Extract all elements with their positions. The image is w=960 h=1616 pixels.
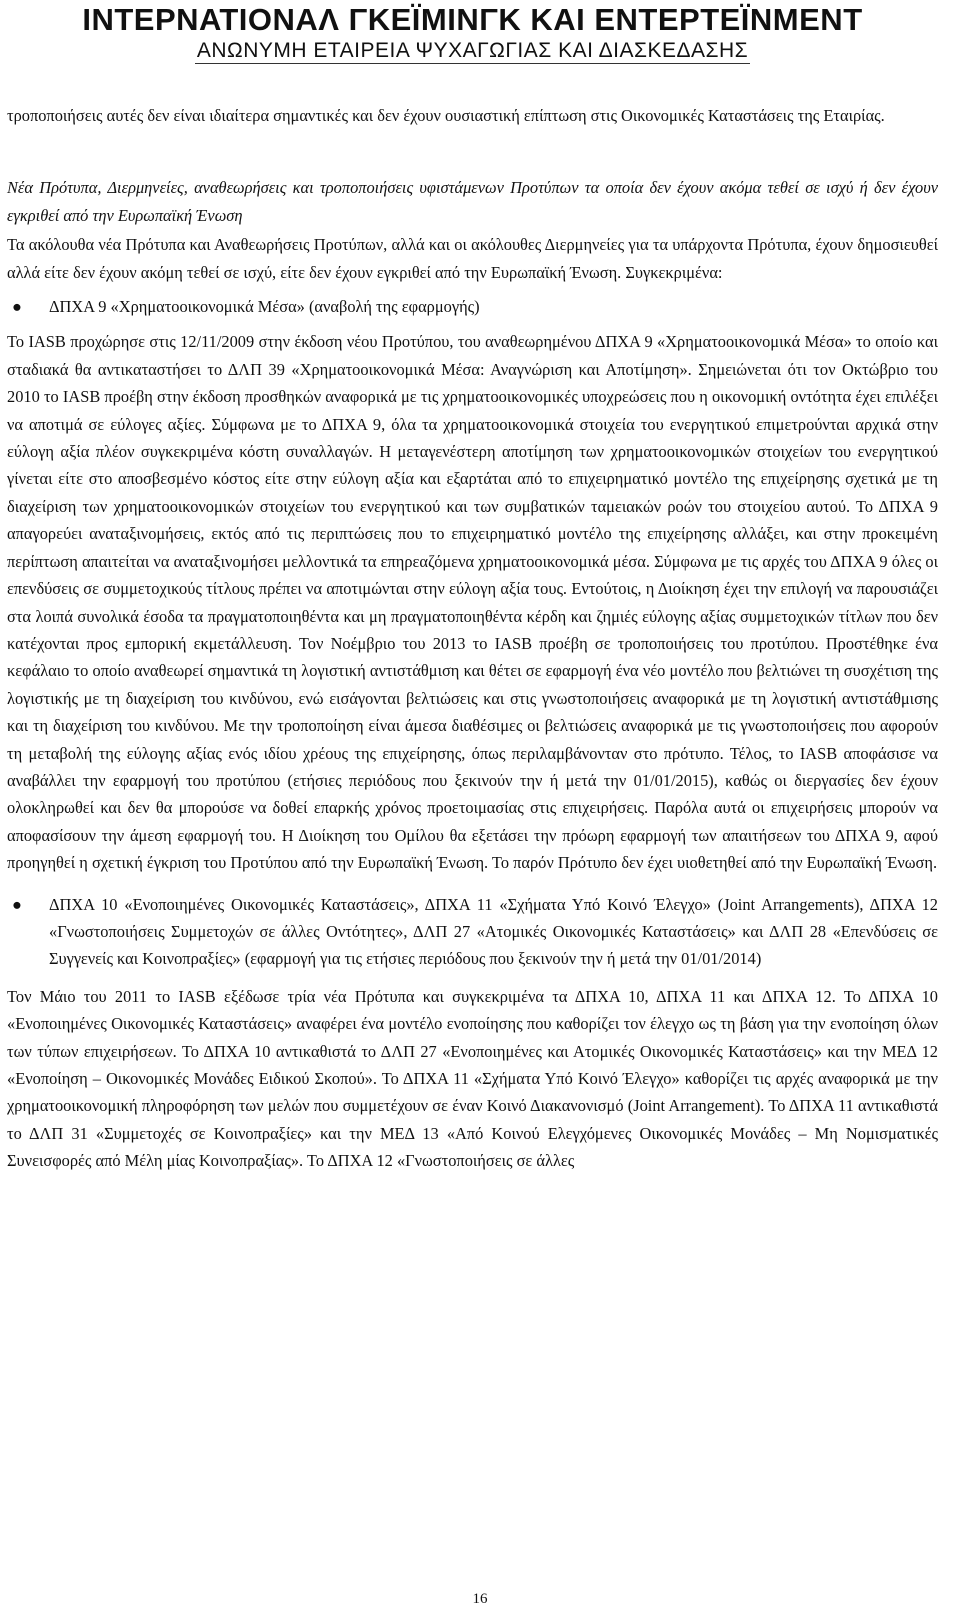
intro-paragraph: τροποποιήσεις αυτές δεν είναι ιδιαίτερα σημαντικές και δεν έχουν ουσιαστική επίπτωση στις Οικονομικές Καταστάσεις της Εταιρίας. (7, 106, 885, 125)
section-heading: Νέα Πρότυπα, Διερμηνείες, αναθεωρήσεις και τροποποιήσεις υφιστάμενων Προτύπων τα οποία δεν έχουν ακόμα τεθεί σε ισχύ ή δεν έχουν εγκριθεί από την Ευρωπαϊκή Ένωση (7, 178, 938, 225)
section-intro-paragraph: Τα ακόλουθα νέα Πρότυπα και Αναθεωρήσεις Προτύπων, αλλά και οι ακόλουθες Διερμηνείες για τα υπάρχοντα Πρότυπα, έχουν δημοσιευθεί αλλά είτε δεν έχουν ακόμη τεθεί σε ισχύ, είτε δεν έχουν εγκριθεί από την Ευρωπαϊκή Ένωση. Συγκεκριμένα: (7, 235, 938, 282)
bullet-dot-icon: ● (12, 894, 22, 914)
bullet-text: ΔΠΧΑ 10 «Ενοποιημένες Οικονομικές Καταστάσεις», ΔΠΧΑ 11 «Σχήματα Υπό Κοινό Έλεγχο» (Joint Arrangements), ΔΠΧΑ 12 «Γνωστοποιήσεις Συμμετοχών σε άλλες Οντότητες», ΔΛΠ 27 «Ατομικές Οικονομικές Καταστάσεις» και ΔΛΠ 28 «Επενδύσεις σε Συγγενείς και Κοινοπραξίες» (εφαρμογή για τις ετήσιες περιόδους που ξεκινούν την ή μετά την 01/01/2014) (49, 894, 938, 969)
ifrs9-paragraph: Το IASB προχώρησε στις 12/11/2009 στην έκδοση νέου Προτύπου, του αναθεωρημένου ΔΠΧΑ 9 «Χρηματοοικονομικά Μέσα» το οποίο και σταδιακά θα αντικαταστήσει το ΔΛΠ 39 «Χρηματοοικονομικά Μέσα: Αναγνώριση και Αποτίμηση». Σημειώνεται ότι τον Οκτώβριο του 2010 το IASB προέβη στην έκδοση προσθηκών αναφορικά με τις χρηματοοικονομικές υποχρεώσεις που η οικονομική οντότητα έχει επιλέξει να αποτιμά σε εύλογες αξίες. Σύμφωνα με το ΔΠΧΑ 9, όλα τα χρηματοοικονομικά στοιχεία του ενεργητικού επιμετρούνται αρχικά στην εύλογη αξία πλέον συγκεκριμένα κόστη συναλλαγών. Η μεταγενέστερη αποτίμηση των χρηματοοικονομικών στοιχείων του ενεργητικού γίνεται είτε στο αποσβεσμένο κόστος είτε στην εύλογη αξία και εξαρτάται από το επιχειρηματικό μοντέλο της επιχείρησης σχετικά με τη διαχείριση των χρηματοοικονομικών στοιχείων του ενεργητικού και των συμβατικών ταμειακών ροών του στοιχείου αυτού. Το ΔΠΧΑ 9 απαγορεύει αναταξινομήσεις, εκτός από τις περιπτώσεις που το επιχειρηματικό μοντέλο της επιχείρησης αλλάξει, και στην προκειμένη περίπτωση απαιτείται να αναταξινομήσει μελλοντικά τα επηρεαζόμενα χρηματοοικονομικά μέσα. Σύμφωνα με τις αρχές του ΔΠΧΑ 9 όλες οι επενδύσεις σε συμμετοχικούς τίτλους πρέπει να αποτιμώνται στην εύλογη αξία τους. Εντούτοις, η Διοίκηση έχει την επιλογή να παρουσιάζει στα λοιπά συνολικά έσοδα τα πραγματοποιηθέντα και μη πραγματοποιηθέντα κέρδη και ζημιές εύλογης αξίας συμμετοχικών τίτλων που δεν κατέχονται προς εμπορική εκμετάλλευση. Τον Νοέμβριο του 2013 το IASB προέβη σε τροποποιήσεις του προτύπου. Προστέθηκε ένα κεφάλαιο το οποίο αναθεωρεί σημαντικά τη λογιστική αντιστάθμιση και θέτει σε εφαρμογή ένα νέο μοντέλο που βελτιώνει τη συσχέτιση της λογιστικής με τη διαχείριση του κινδύνου, ενώ εισάγονται βελτιώσεις και στις γνωστοποιήσεις αναφορικά με τη λογιστική αντιστάθμισης και τη διαχείριση του κινδύνου. Με την τροποποίηση είναι άμεσα διαθέσιμες οι βελτιώσεις αναφορικά με τις γνωστοποιήσεις που αφορούν τη μεταβολή της εύλογης αξίας ενός ιδίου χρέους της επιχείρησης, όπως περιλαμβάνονταν στο πρότυπο. Τέλος, το IASB αποφάσισε να αναβάλλει την εφαρμογή του προτύπου (ετήσιες περιόδους που ξεκινούν την ή μετά την 01/01/2015), καθώς οι διεργασίες δεν έχουν ολοκληρωθεί και δεν θα μπορούσε να δοθεί επαρκής χρόνος προετοιμασίας στις επιχειρήσεις. Παρόλα αυτά οι επιχειρήσεις μπορούν να αποφασίσουν την άμεση εφαρμογή του. Η Διοίκηση του Ομίλου θα εξετάσει την πρόωρη εφαρμογή των απαιτήσεων του ΔΠΧΑ 9, αφού προηγηθεί η σχετική έγκριση του Προτύπου από την Ευρωπαϊκή Ένωση. Το παρόν Πρότυπο δεν έχει υιοθετηθεί από την Ευρωπαϊκή Ένωση. (7, 332, 938, 873)
document-body (7, 102, 938, 1175)
page-number: 16 (472, 1591, 488, 1607)
bullet-dot-icon: ● (12, 297, 22, 317)
page-header (7, 2, 938, 64)
bullet-text: ΔΠΧΑ 9 «Χρηματοοικονομικά Μέσα» (αναβολή της εφαρμογής) (49, 297, 480, 317)
bullet-item-ifrs10-12 (7, 891, 938, 973)
company-subtitle: ΑΝΩΝΥΜΗ ΕΤΑΙΡΕΙΑ ΨΥΧΑΓΩΓΙΑΣ ΚΑΙ ΔΙΑΣΚΕΔΑΣΗΣ (196, 39, 749, 62)
ifrs10-paragraph: Τον Μάιο του 2011 το IASB εξέδωσε τρία νέα Πρότυπα και συγκεκριμένα τα ΔΠΧΑ 10, ΔΠΧΑ 11 και ΔΠΧΑ 12. Το ΔΠΧΑ 10 «Ενοποιημένες Οικονομικές Καταστάσεις» αναφέρει ένα μοντέλο ενοποίησης που καθορίζει τον έλεγχο ως τη βάση για την ενοποίηση όλων των τύπων επιχειρήσεων. Το ΔΠΧΑ 10 αντικαθιστά το ΔΛΠ 27 «Ενοποιημένες και Ατομικές Οικονομικές Καταστάσεις» και την ΜΕΔ 12 «Ενοποίηση – Οικονομικές Μονάδες Ειδικού Σκοπού». Το ΔΠΧΑ 11 «Σχήματα Υπό Κοινό Έλεγχο» καθορίζει τις αρχές αναφορικά με την χρηματοοικονομική πληροφόρηση των μελών που συμμετέχουν σε έναν Κοινό Διακανονισμό (Joint Arrangement). Το ΔΠΧΑ 11 αντικαθιστά το ΔΛΠ 31 «Συμμετοχές σε Κοινοπραξίες» και την ΜΕΔ 13 «Από Κοινού Ελεγχόμενες Οικονομικές Μονάδες – Μη Νομισματικές Συνεισφορές από Μέλη μίας Κοινοπραξίας». Το ΔΠΧΑ 12 «Γνωστοποιήσεις σε άλλες (7, 986, 938, 1171)
bullet-item-ifrs9 (7, 293, 938, 320)
company-title: ΙΝΤΕΡΝΑΤΙΟΝΑΛ ΓΚΕΪΜΙΝΓΚ ΚΑΙ ΕΝΤΕΡΤΕΪΝΜΕΝΤ (82, 2, 863, 37)
